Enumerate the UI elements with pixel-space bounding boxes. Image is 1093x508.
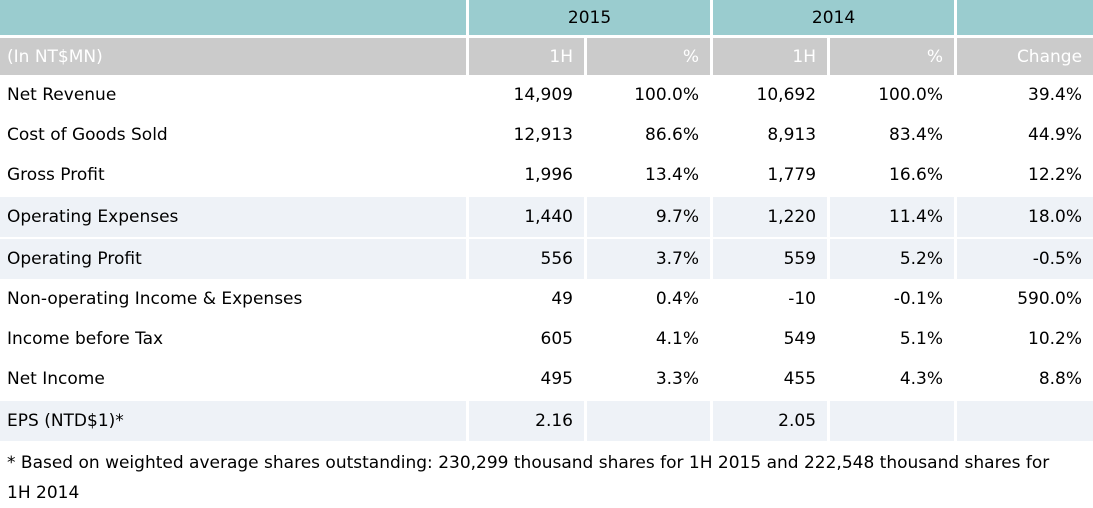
cell-1h-2014: 559 xyxy=(710,237,827,279)
cell-1h-2015: 12,913 xyxy=(513,125,573,145)
cell-1h-2014: 10,692 xyxy=(756,85,817,105)
cell-pct-2014 xyxy=(827,399,954,441)
year-header-spacer-change xyxy=(954,0,1093,35)
cell-1h-2015: 2.16 xyxy=(466,399,584,441)
row-label: EPS (NTD$1)* xyxy=(0,399,466,441)
cell-pct-2015: 0.4% xyxy=(655,289,700,309)
cell-1h-2014: -10 xyxy=(788,289,817,309)
table-row-operating-profit xyxy=(0,237,1093,279)
cell-change: 12.2% xyxy=(1028,165,1083,185)
cell-pct-2014: 5.2% xyxy=(827,237,954,279)
cell-1h-2015: 495 xyxy=(540,369,573,389)
table-row-cost-of-goods-sold xyxy=(0,115,1093,155)
cell-change: 44.9% xyxy=(1028,125,1083,145)
year-header-spacer-label xyxy=(0,0,466,35)
cell-pct-2015: 3.3% xyxy=(655,369,700,389)
cell-1h-2015: 605 xyxy=(540,329,573,349)
cell-1h-2015: 556 xyxy=(466,237,584,279)
header-pct-2014: % xyxy=(827,35,954,75)
cell-pct-2014: 83.4% xyxy=(889,125,944,145)
cell-1h-2014: 1,779 xyxy=(767,165,817,185)
table-row-eps xyxy=(0,399,1093,441)
row-label: Net Revenue xyxy=(7,85,117,105)
header-1h-2015: 1H xyxy=(466,35,584,75)
column-header-row xyxy=(0,35,1093,75)
header-unit-label: (In NT$MN) xyxy=(0,35,466,75)
row-label: Gross Profit xyxy=(7,165,105,185)
cell-pct-2014: 5.1% xyxy=(899,329,944,349)
table-row-income-before-tax xyxy=(0,319,1093,359)
cell-1h-2015: 14,909 xyxy=(513,85,573,105)
cell-pct-2014: 4.3% xyxy=(899,369,944,389)
cell-1h-2014: 455 xyxy=(783,369,817,389)
row-label: Net Income xyxy=(7,369,105,389)
cell-pct-2015: 86.6% xyxy=(645,125,700,145)
cell-pct-2014: 100.0% xyxy=(878,85,944,105)
cell-pct-2015 xyxy=(584,399,710,441)
cell-1h-2014: 2.05 xyxy=(710,399,827,441)
cell-1h-2014: 1,220 xyxy=(710,195,827,237)
table-row-operating-expenses xyxy=(0,195,1093,237)
header-year-2015: 2015 xyxy=(466,0,710,35)
table-row-non-operating xyxy=(0,279,1093,319)
cell-pct-2014: 11.4% xyxy=(827,195,954,237)
cell-pct-2014: 16.6% xyxy=(889,165,944,185)
header-pct-2015: % xyxy=(584,35,710,75)
cell-change: -0.5% xyxy=(954,237,1093,279)
header-change: Change xyxy=(954,35,1093,75)
row-label: Operating Expenses xyxy=(0,195,466,237)
row-label: Non-operating Income & Expenses xyxy=(7,289,303,309)
cell-1h-2015: 1,440 xyxy=(466,195,584,237)
cell-1h-2014: 549 xyxy=(783,329,817,349)
cell-1h-2015: 49 xyxy=(551,289,573,309)
header-year-2014: 2014 xyxy=(710,0,954,35)
cell-change: 39.4% xyxy=(1028,85,1083,105)
header-1h-2014: 1H xyxy=(710,35,827,75)
cell-change: 18.0% xyxy=(954,195,1093,237)
cell-pct-2015: 3.7% xyxy=(584,237,710,279)
year-header-row xyxy=(0,0,1093,35)
row-label: Operating Profit xyxy=(0,237,466,279)
table-row-gross-profit xyxy=(0,155,1093,195)
cell-change: 590.0% xyxy=(1017,289,1083,309)
cell-change: 8.8% xyxy=(1038,369,1083,389)
cell-change xyxy=(954,399,1093,441)
cell-pct-2014: -0.1% xyxy=(893,289,944,309)
footnote: * Based on weighted average shares outstanding: 230,299 thousand shares for 1H 2015 and 222,548 thousand shares for 1H 2014 xyxy=(7,453,1050,503)
cell-change: 10.2% xyxy=(1028,329,1083,349)
table-row-net-revenue xyxy=(0,75,1093,115)
cell-pct-2015: 4.1% xyxy=(655,329,700,349)
row-label: Income before Tax xyxy=(7,329,164,349)
cell-pct-2015: 9.7% xyxy=(584,195,710,237)
cell-pct-2015: 13.4% xyxy=(645,165,700,185)
cell-pct-2015: 100.0% xyxy=(634,85,700,105)
row-label: Cost of Goods Sold xyxy=(7,125,168,145)
table-row-net-income xyxy=(0,359,1093,399)
cell-1h-2015: 1,996 xyxy=(524,165,573,185)
cell-1h-2014: 8,913 xyxy=(767,125,817,145)
